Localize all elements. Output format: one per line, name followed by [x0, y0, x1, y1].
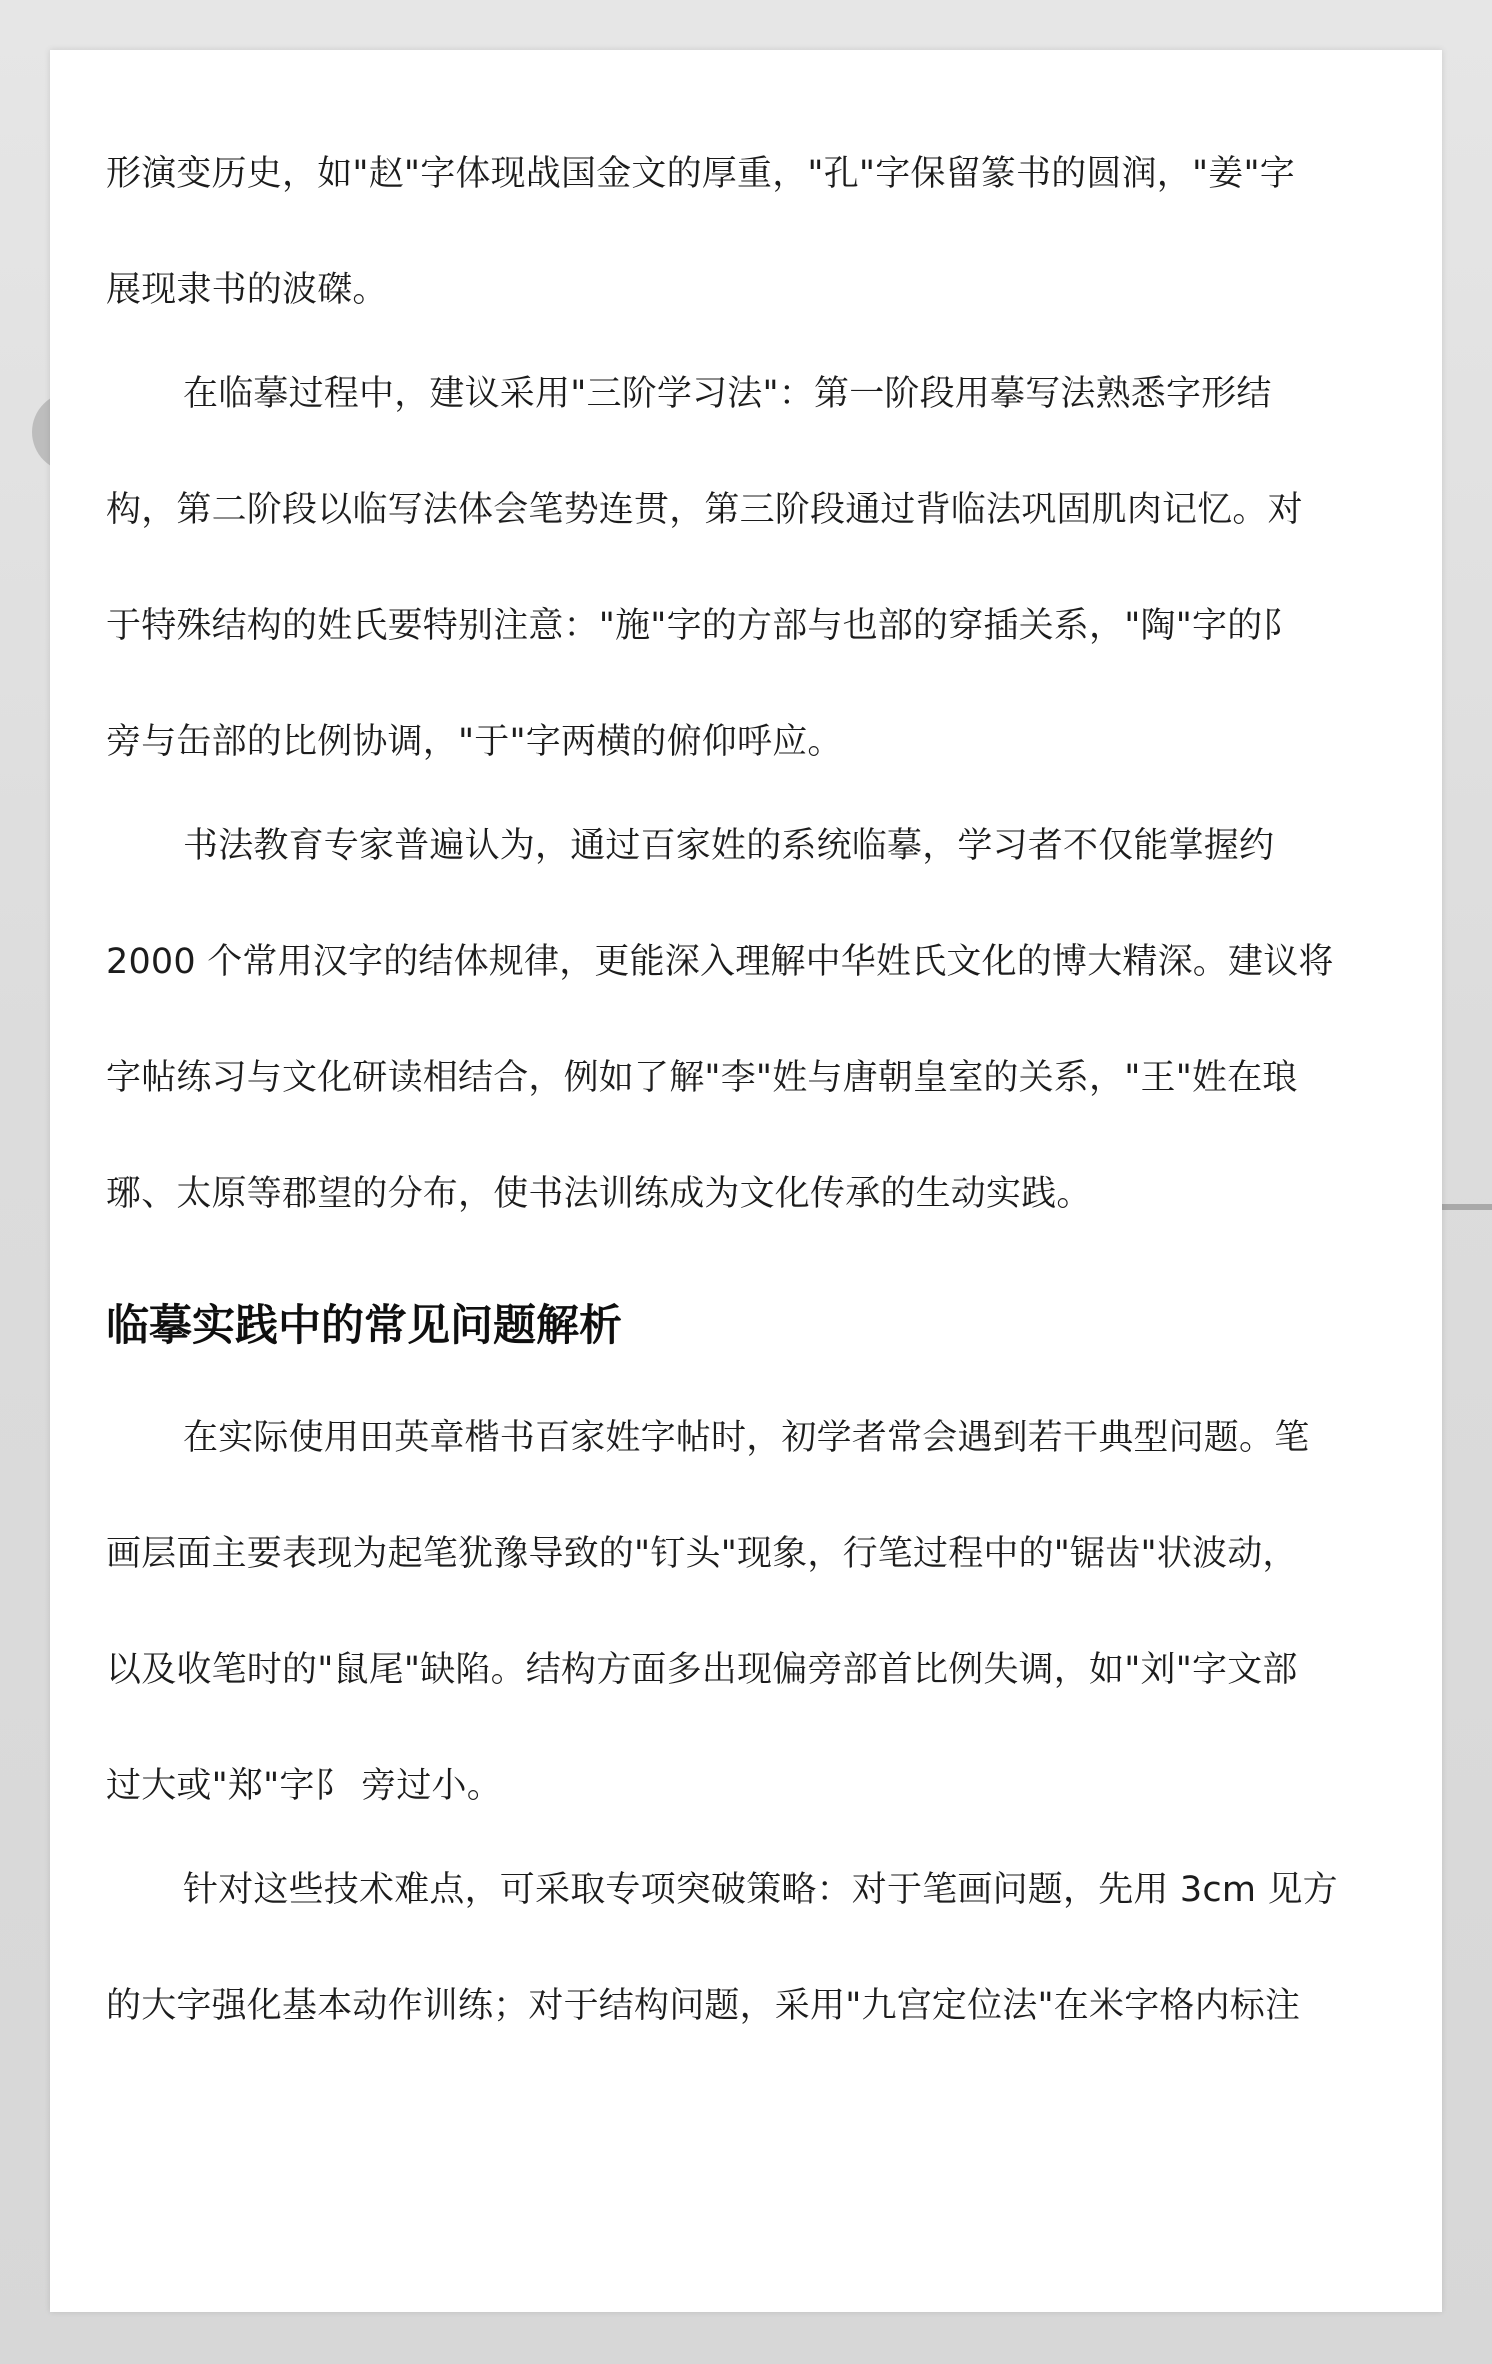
document-page — [50, 50, 1442, 2312]
paragraph-line: 画层面主要表现为起笔犹豫导致的"钉头"现象，行笔过程中的"锯齿"状波动， — [106, 1534, 1298, 1574]
paragraph-line: 针对这些技术难点，可采取专项突破策略：对于笔画问题，先用 3cm 见方 — [183, 1870, 1338, 1910]
paragraph-line: 构，第二阶段以临写法体会笔势连贯，第三阶段通过背临法巩固肌肉记忆。对 — [106, 490, 1303, 530]
paragraph-line: 旁与缶部的比例协调，"于"字两横的俯仰呼应。 — [106, 722, 843, 762]
paragraph-line: 在临摹过程中，建议采用"三阶学习法"：第一阶段用摹写法熟悉字形结 — [183, 374, 1272, 414]
paragraph-line: 形演变历史，如"赵"字体现战国金文的厚重，"孔"字保留篆书的圆润，"姜"字 — [106, 154, 1295, 194]
paragraph-line: 以及收笔时的"鼠尾"缺陷。结构方面多出现偏旁部首比例失调，如"刘"字文部 — [106, 1650, 1298, 1690]
paragraph-line: 过大或"郑"字阝 旁过小。 — [106, 1766, 502, 1806]
paragraph-line: 在实际使用田英章楷书百家姓字帖时，初学者常会遇到若干典型问题。笔 — [183, 1418, 1310, 1458]
paragraph-line: 琊、太原等郡望的分布，使书法训练成为文化传承的生动实践。 — [106, 1174, 1092, 1214]
paragraph-line: 书法教育专家普遍认为，通过百家姓的系统临摹，学习者不仅能掌握约 — [183, 826, 1275, 866]
section-heading: 临摹实践中的常见问题解析 — [106, 1301, 622, 1351]
background-line-right — [1440, 1204, 1492, 1210]
paragraph-line: 于特殊结构的姓氏要特别注意："施"字的方部与也部的穿插关系，"陶"字的阝 — [106, 606, 1298, 646]
paragraph-line: 展现隶书的波磔。 — [106, 270, 388, 310]
paragraph-line: 2000 个常用汉字的结体规律，更能深入理解中华姓氏文化的博大精深。建议将 — [106, 942, 1334, 982]
paragraph-line: 字帖练习与文化研读相结合，例如了解"李"姓与唐朝皇室的关系，"王"姓在琅 — [106, 1058, 1298, 1098]
paragraph-line: 的大字强化基本动作训练；对于结构问题，采用"九宫定位法"在米字格内标注 — [106, 1986, 1301, 2026]
